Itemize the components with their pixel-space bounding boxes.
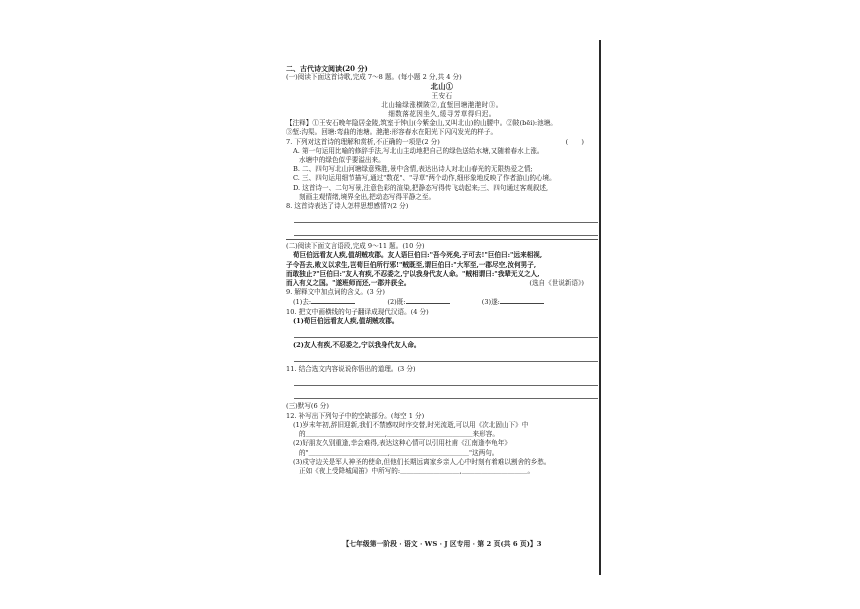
q12-item-3-a: (3)戍守边关是军人神圣的使命,但他们长期远离家乡亲人,心中时刻有着难以割舍的乡愁。	[293, 457, 551, 466]
question-9-items	[286, 297, 598, 307]
page-footer: 【七年级第一阶段 · 语文 · WS · J 区专用 · 第 2 页(共 6 页)】3	[342, 540, 542, 548]
poem-line-1: 北山输绿涨横陂②,直堑回塘滟滟时③。	[381, 100, 503, 109]
option-a-line-2: 水塘中的绿色似乎要溢出来。	[299, 156, 385, 165]
answer-line-q8-2	[294, 226, 598, 236]
option-d-line-2: 刻画主观情绪,境界全出,把动态写得平静之至。	[299, 192, 436, 201]
section-title: 二、古代诗文阅读(20 分)	[286, 64, 368, 73]
question-10: 10. 把文中画横线的句子翻译成现代汉语。(4 分)	[286, 307, 429, 316]
q9-item-2: (2)既:	[387, 298, 406, 307]
passage-source: (选自《世说新语》)	[529, 279, 584, 288]
answer-line-q11-2	[294, 389, 598, 399]
passage-line-4	[286, 279, 598, 288]
answer-line-q10-2	[294, 352, 598, 362]
poem-line-2: 细数落花因坐久,缓寻芳草得归迟。	[388, 110, 496, 119]
passage-line-4-text: 而入有义之国。"遂班师而还,一郡并获全。	[286, 279, 411, 288]
question-7-answer-paren: ( )	[565, 137, 584, 146]
passage-line-3: 而敢独止?"巨伯曰:"友人有疾,不忍委之,宁以我身代友人命。"贼相谓曰:"我辈无义之人,	[286, 269, 540, 278]
question-8: 8. 这首诗表达了诗人怎样思想感情?(2 分)	[286, 202, 409, 211]
question-11: 11. 结合选文内容说说你悟出的道理。(3 分)	[286, 365, 416, 374]
q9-blank-3	[500, 297, 544, 304]
answer-line-q11-1	[294, 376, 598, 386]
part2-header: (二)阅读下面文言语段,完成 9～11 题。(10 分)	[286, 242, 425, 251]
passage-line-1: 荀巨伯远看友人疾,值胡贼攻郡。友人语巨伯曰:"吾今死矣,子可去!"巨伯曰:"远来相视,	[293, 251, 543, 260]
option-d-line-1: D. 这首诗一、二句写景,注意色彩的渲染,把静态写得传飞动起来;三、四句通过客观叙述,	[293, 183, 549, 192]
part3-header: (三)默写(6 分)	[286, 402, 329, 411]
passage-line-2: 子令吾去,败义以求生,岂荀巨伯所行邪!"贼既至,谓巨伯曰:"大军至,一郡尽空,汝何男子,	[286, 260, 537, 269]
option-b: B. 二、四句写北山河塘绿意殊胜,景中含情,表达出诗人对北山春光的无限热爱之情;	[293, 165, 533, 174]
answer-line-q10-1	[294, 328, 598, 338]
q10-sentence-2: (2)友人有疾,不忍委之,宁以我身代友人命。	[293, 341, 421, 350]
q12-item-2-a: (2)好朋友久别重逢,幸会难得,表达这种心情可以引用杜甫《江南逢李龟年》	[293, 439, 511, 448]
poem-title: 北山①	[430, 82, 454, 92]
q9-item-1: (1)去:	[293, 298, 312, 307]
q9-blank-1	[311, 297, 355, 304]
section-divider	[286, 239, 598, 240]
q9-item-3: (3)遂:	[481, 298, 500, 307]
q12-item-1-b: 的＿＿＿＿＿＿＿＿＿＿＿＿,＿＿＿＿＿＿＿＿＿＿＿＿＿来形容。	[299, 430, 499, 439]
q10-sentence-1: (1)荀巨伯远看友人疾,值胡贼攻郡。	[293, 316, 399, 325]
q9-blank-2	[406, 297, 450, 304]
poem-author: 王安石	[431, 91, 453, 100]
question-7	[286, 138, 598, 147]
exam-page	[286, 64, 598, 476]
question-9: 9. 解释文中加点词的含义。(3 分)	[286, 288, 385, 297]
question-7-text: 7. 下列对这首诗的理解和赏析,不正确的一项是(2 分)	[286, 137, 440, 146]
option-a-line-1: A. 第一句运用比喻的修辞手法,写北山主动地把自己的绿色送给水塘,又随着春水上涨。	[293, 146, 544, 155]
binding-edge-rule	[599, 40, 601, 575]
poem-note-1: 【注释】①王安石晚年隐居金陵,筑室于钟山(今紫金山,又叫北山)的山腰中。②陂(bēi):池塘。	[286, 119, 557, 128]
part1-header: (一)阅读下面这首诗歌,完成 7～8 题。(每小题 2 分,共 4 分)	[286, 73, 462, 82]
option-c: C. 三、四句运用细节描写,通过"数花"、"寻草"两个动作,细形象地反映了作者游山的心境。	[293, 174, 556, 183]
question-12: 12. 补写出下列句子中的空缺部分。(每空 1 分)	[286, 411, 425, 420]
q12-item-2-b: 的"＿＿＿＿＿＿＿＿＿＿＿＿,＿＿＿＿＿＿＿＿＿＿＿＿"这两句。	[299, 448, 499, 457]
answer-line-q8-1	[294, 213, 598, 223]
q12-item-1-a: (1)岁末年初,辞旧迎新,我们不禁感叹时序交替,时光流逝,可以用《次北固山下》中	[293, 420, 529, 429]
q12-item-3-b: 正如《夜上受降城闻笛》中所写的:＿＿＿＿＿＿＿＿＿,＿＿＿＿＿＿＿＿＿＿。	[299, 466, 535, 475]
poem-note-2: ③堑:沟渠。回塘:弯曲的池塘。滟滟:形容春水在阳光下闪闪发光的样子。	[286, 128, 498, 137]
